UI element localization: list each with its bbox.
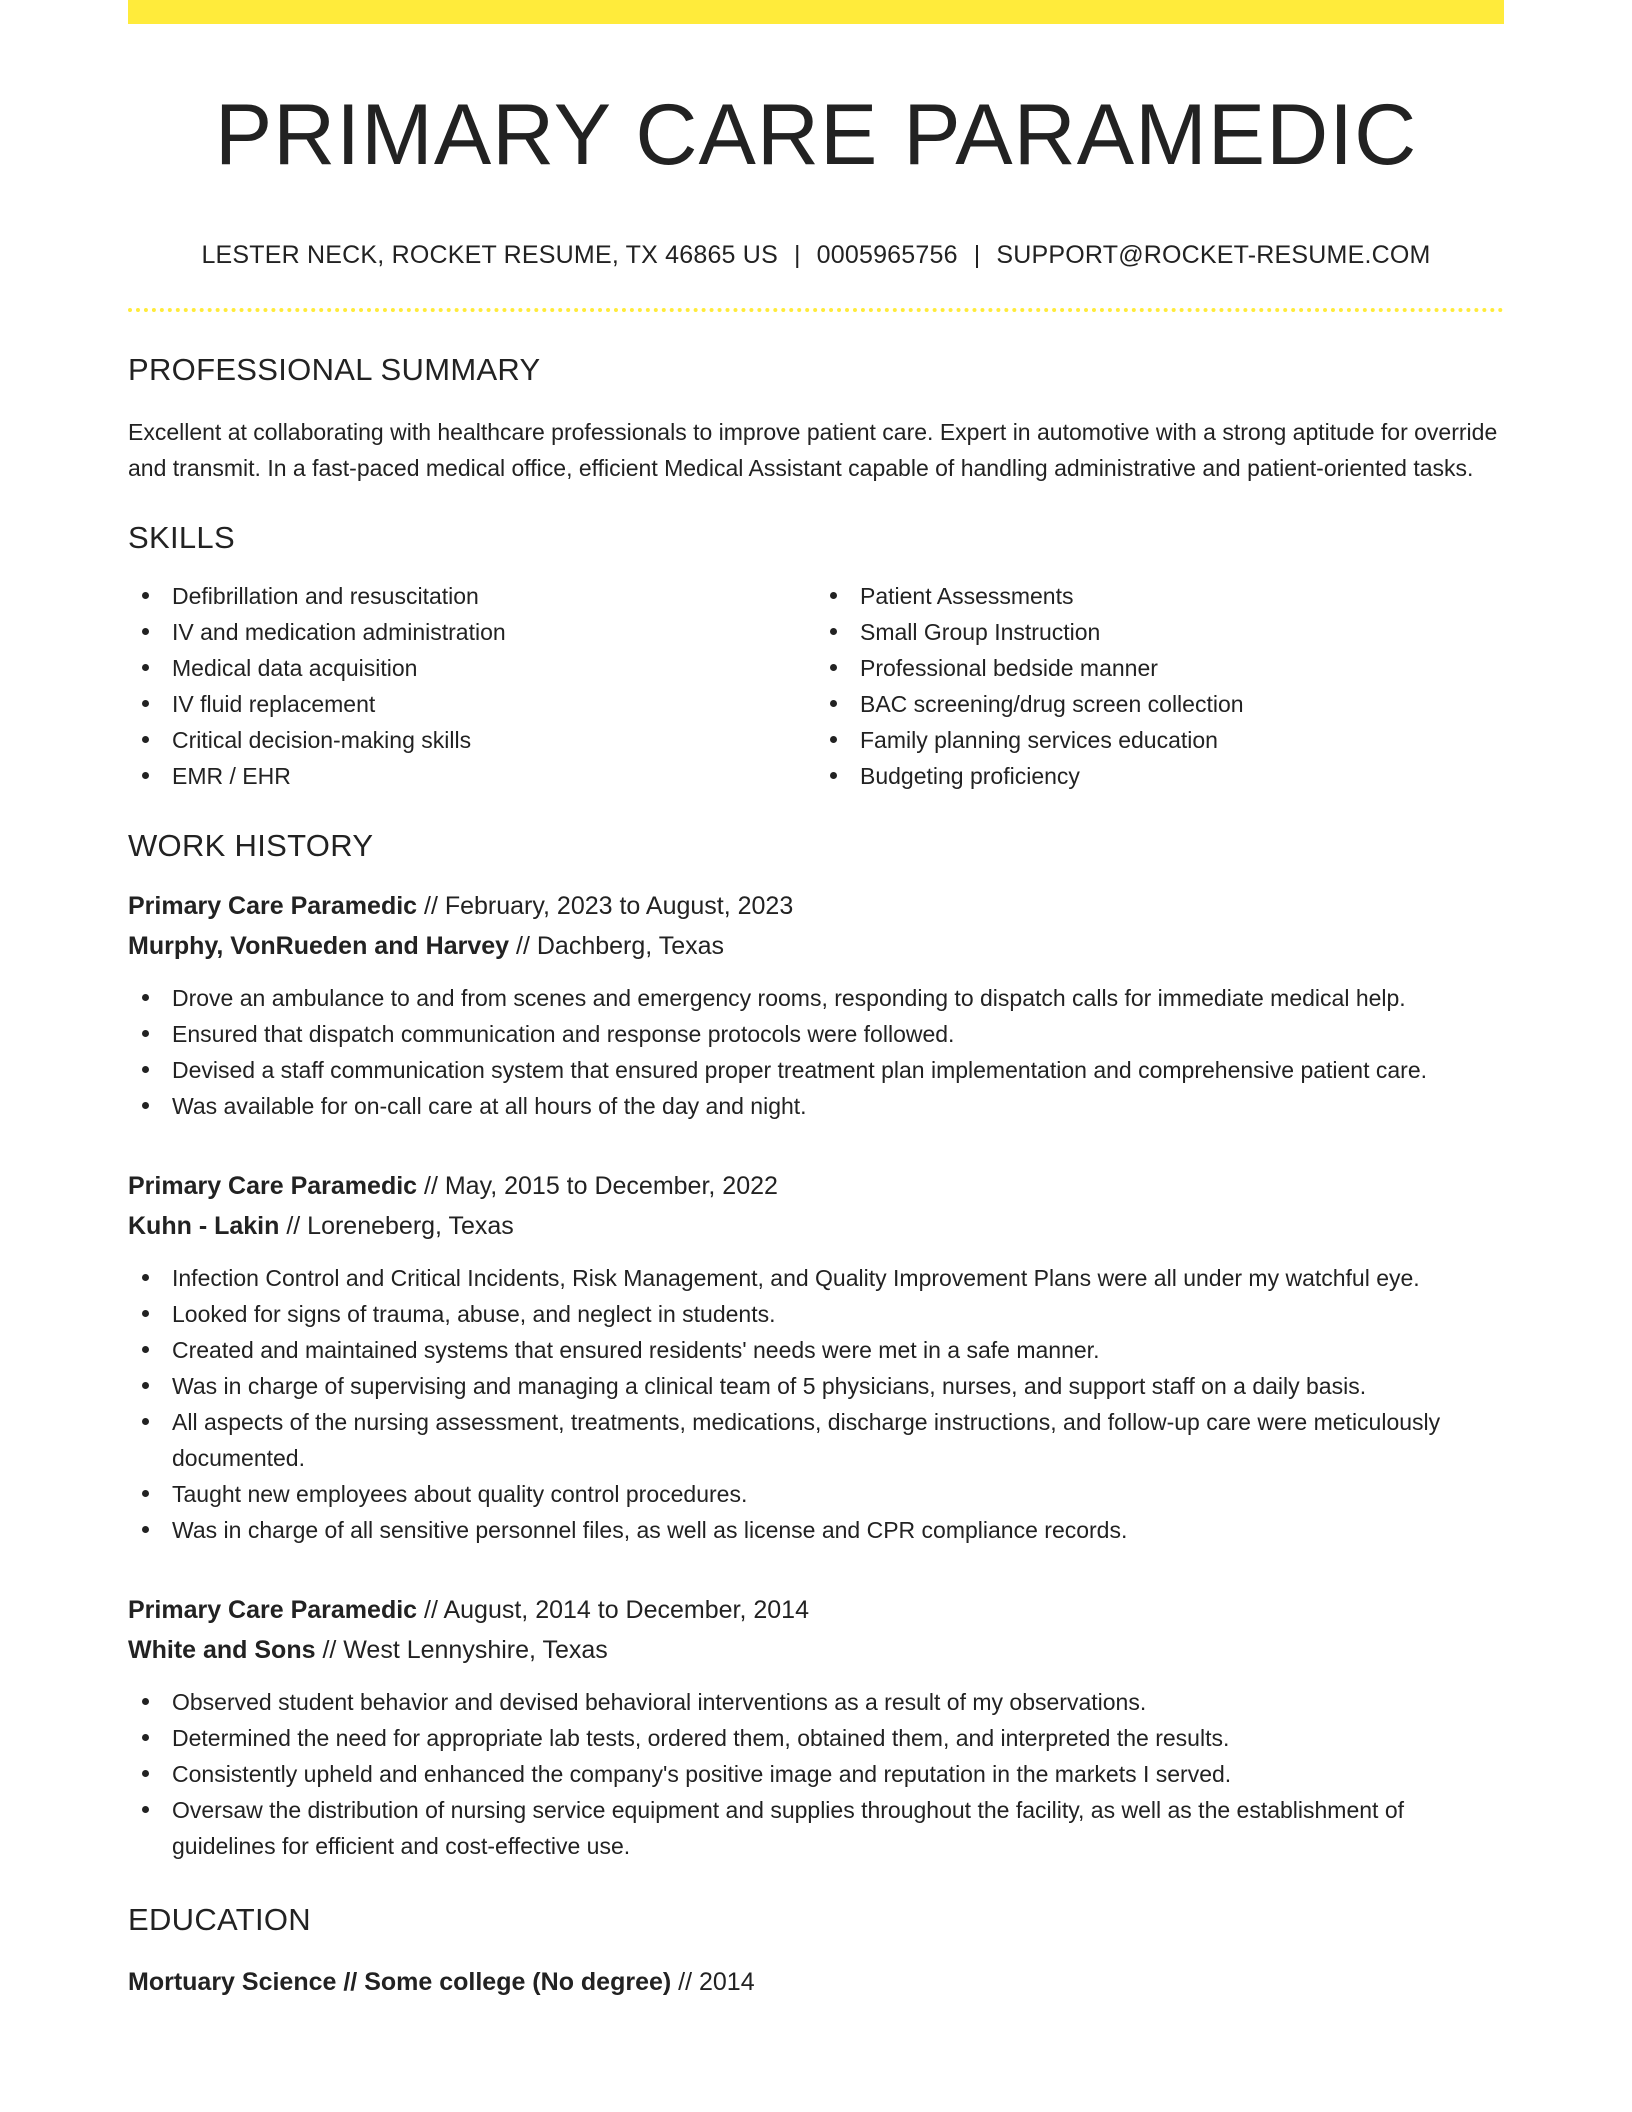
job-bullet: [128, 1756, 1504, 1792]
bullet-dot-icon: [142, 1310, 149, 1317]
list-item-text: Medical data acquisition: [172, 655, 418, 682]
job-bullet: [128, 1404, 1504, 1476]
skill-item: [128, 758, 816, 794]
job-bullets: [128, 1684, 1504, 1864]
bullet-dot-icon: [142, 994, 149, 1001]
bullet-dot-icon: [830, 736, 837, 743]
job-bullet: [128, 1792, 1504, 1864]
list-item-text: Observed student behavior and devised behavioral interventions as a result of my observations.: [172, 1689, 1147, 1716]
list-item-text: Looked for signs of trauma, abuse, and neglect in students.: [172, 1301, 776, 1328]
bullet-dot-icon: [142, 736, 149, 743]
list-item-text: Defibrillation and resuscitation: [172, 583, 479, 610]
job-company-line: [128, 926, 1504, 966]
job-entry: [128, 1166, 1504, 1548]
skills-list-right: [816, 578, 1504, 794]
skill-item: [816, 686, 1504, 722]
work-history-heading: WORK HISTORY: [128, 828, 374, 864]
contact-email: SUPPORT@ROCKET-RESUME.COM: [996, 241, 1431, 270]
bullet-dot-icon: [142, 1030, 149, 1037]
job-title-line: [128, 886, 1504, 926]
list-item-text: IV and medication administration: [172, 619, 506, 646]
list-item-text: Oversaw the distribution of nursing service equipment and supplies throughout the facility, as well as the establishment of guidelines for efficient and cost-effective use.: [172, 1797, 1405, 1860]
job-role: Primary Care Paramedic: [128, 1596, 418, 1625]
list-item-text: BAC screening/drug screen collection: [860, 691, 1244, 718]
skill-item: [128, 578, 816, 614]
list-item-text: Family planning services education: [860, 727, 1218, 754]
job-company-line: [128, 1630, 1504, 1670]
job-bullet: [128, 1296, 1504, 1332]
education-degree: Mortuary Science // Some college (No degree): [128, 1968, 672, 1997]
education-year: // 2014: [671, 1968, 755, 1997]
job-bullet: [128, 1720, 1504, 1756]
job-bullet: [128, 1052, 1504, 1088]
bullet-dot-icon: [830, 628, 837, 635]
bullet-dot-icon: [142, 1066, 149, 1073]
list-item-text: Small Group Instruction: [860, 619, 1101, 646]
contact-phone: 0005965756: [816, 241, 958, 270]
job-bullets: [128, 1260, 1504, 1548]
dotted-divider: [128, 308, 1504, 312]
bullet-dot-icon: [830, 772, 837, 779]
job-entry: [128, 1590, 1504, 1864]
list-item-text: Patient Assessments: [860, 583, 1074, 610]
job-bullet: [128, 1684, 1504, 1720]
list-item-text: IV fluid replacement: [172, 691, 376, 718]
bullet-dot-icon: [142, 664, 149, 671]
resume-title: PRIMARY CARE PARAMEDIC: [214, 87, 1418, 183]
list-item-text: Budgeting proficiency: [860, 763, 1080, 790]
job-entry: [128, 886, 1504, 1124]
job-bullet: [128, 980, 1504, 1016]
contact-address: LESTER NECK, ROCKET RESUME, TX 46865 US: [201, 241, 778, 270]
list-item-text: Was in charge of supervising and managing a clinical team of 5 physicians, nurses, and support staff on a daily basis.: [172, 1373, 1367, 1400]
list-item-text: Critical decision-making skills: [172, 727, 472, 754]
bullet-dot-icon: [142, 1102, 149, 1109]
job-dates: // February, 2023 to August, 2023: [417, 892, 794, 921]
job-bullet: [128, 1016, 1504, 1052]
skill-item: [816, 758, 1504, 794]
job-bullets: [128, 980, 1504, 1124]
skill-item: [816, 614, 1504, 650]
job-company-line: [128, 1206, 1504, 1246]
contact-line: [128, 241, 1504, 270]
job-bullet: [128, 1332, 1504, 1368]
job-bullet: [128, 1088, 1504, 1124]
list-item-text: Created and maintained systems that ensured residents' needs were met in a safe manner.: [172, 1337, 1100, 1364]
list-item-text: Determined the need for appropriate lab tests, ordered them, obtained them, and interpreted the results.: [172, 1725, 1230, 1752]
summary-text: Excellent at collaborating with healthcare professionals to improve patient care. Expert in automotive with a strong aptitude for override and transmit. In a fast-paced medical office, efficient Medical Assistant capable of handling administrative and patient-oriented tasks.: [128, 419, 1498, 482]
skill-item: [816, 578, 1504, 614]
job-location: // Dachberg, Texas: [509, 932, 725, 961]
list-item-text: Was in charge of all sensitive personnel files, as well as license and CPR compliance records.: [172, 1517, 1128, 1544]
bullet-dot-icon: [830, 700, 837, 707]
bullet-dot-icon: [142, 628, 149, 635]
job-location: // Loreneberg, Texas: [279, 1212, 514, 1241]
bullet-dot-icon: [142, 1490, 149, 1497]
job-company: White and Sons: [128, 1636, 316, 1665]
bullet-dot-icon: [142, 1418, 149, 1425]
skill-item: [128, 686, 816, 722]
bullet-dot-icon: [142, 592, 149, 599]
list-item-text: Drove an ambulance to and from scenes and emergency rooms, responding to dispatch calls for immediate medical help.: [172, 985, 1406, 1012]
bullet-dot-icon: [142, 772, 149, 779]
bullet-dot-icon: [142, 1526, 149, 1533]
list-item-text: Infection Control and Critical Incidents, Risk Management, and Quality Improvement Plans were all under my watchful eye.: [172, 1265, 1420, 1292]
job-bullet: [128, 1260, 1504, 1296]
resume-page: [128, 0, 1504, 2002]
job-title-line: [128, 1166, 1504, 1206]
list-item-text: Taught new employees about quality control procedures.: [172, 1481, 748, 1508]
job-company: Murphy, VonRueden and Harvey: [128, 932, 510, 961]
bullet-dot-icon: [142, 1770, 149, 1777]
contact-separator: |: [973, 241, 981, 270]
list-item-text: Consistently upheld and enhanced the company's positive image and reputation in the markets I served.: [172, 1761, 1232, 1788]
bullet-dot-icon: [830, 664, 837, 671]
job-bullet: [128, 1368, 1504, 1404]
skill-item: [816, 722, 1504, 758]
job-role: Primary Care Paramedic: [128, 1172, 418, 1201]
skills-heading: SKILLS: [128, 520, 235, 556]
list-item-text: Was available for on-call care at all hours of the day and night.: [172, 1093, 807, 1120]
skill-item: [816, 650, 1504, 686]
education-heading: EDUCATION: [128, 1902, 311, 1938]
list-item-text: All aspects of the nursing assessment, treatments, medications, discharge instructions, and follow-up care were meticulously documented.: [172, 1409, 1441, 1472]
list-item-text: EMR / EHR: [172, 763, 291, 790]
list-item-text: Professional bedside manner: [860, 655, 1158, 682]
bullet-dot-icon: [142, 1698, 149, 1705]
bullet-dot-icon: [142, 1382, 149, 1389]
bullet-dot-icon: [142, 700, 149, 707]
list-item-text: Devised a staff communication system that ensured proper treatment plan implementation and comprehensive patient care.: [172, 1057, 1428, 1084]
bullet-dot-icon: [142, 1346, 149, 1353]
skill-item: [128, 722, 816, 758]
education-entry: [128, 1962, 1504, 2002]
job-bullet: [128, 1476, 1504, 1512]
job-company: Kuhn - Lakin: [128, 1212, 280, 1241]
job-dates: // August, 2014 to December, 2014: [417, 1596, 809, 1625]
work-history-list: [128, 886, 1504, 1864]
bullet-dot-icon: [142, 1806, 149, 1813]
top-accent-bar: [128, 0, 1504, 24]
bullet-dot-icon: [142, 1274, 149, 1281]
contact-separator: |: [793, 241, 801, 270]
job-location: // West Lennyshire, Texas: [315, 1636, 608, 1665]
job-title-line: [128, 1590, 1504, 1630]
summary-heading: PROFESSIONAL SUMMARY: [128, 352, 541, 388]
bullet-dot-icon: [830, 592, 837, 599]
job-bullet: [128, 1512, 1504, 1548]
skill-item: [128, 614, 816, 650]
skills-columns: [128, 578, 1504, 794]
skills-list-left: [128, 578, 816, 794]
job-dates: // May, 2015 to December, 2022: [417, 1172, 778, 1201]
job-role: Primary Care Paramedic: [128, 892, 418, 921]
bullet-dot-icon: [142, 1734, 149, 1741]
list-item-text: Ensured that dispatch communication and response protocols were followed.: [172, 1021, 955, 1048]
skill-item: [128, 650, 816, 686]
